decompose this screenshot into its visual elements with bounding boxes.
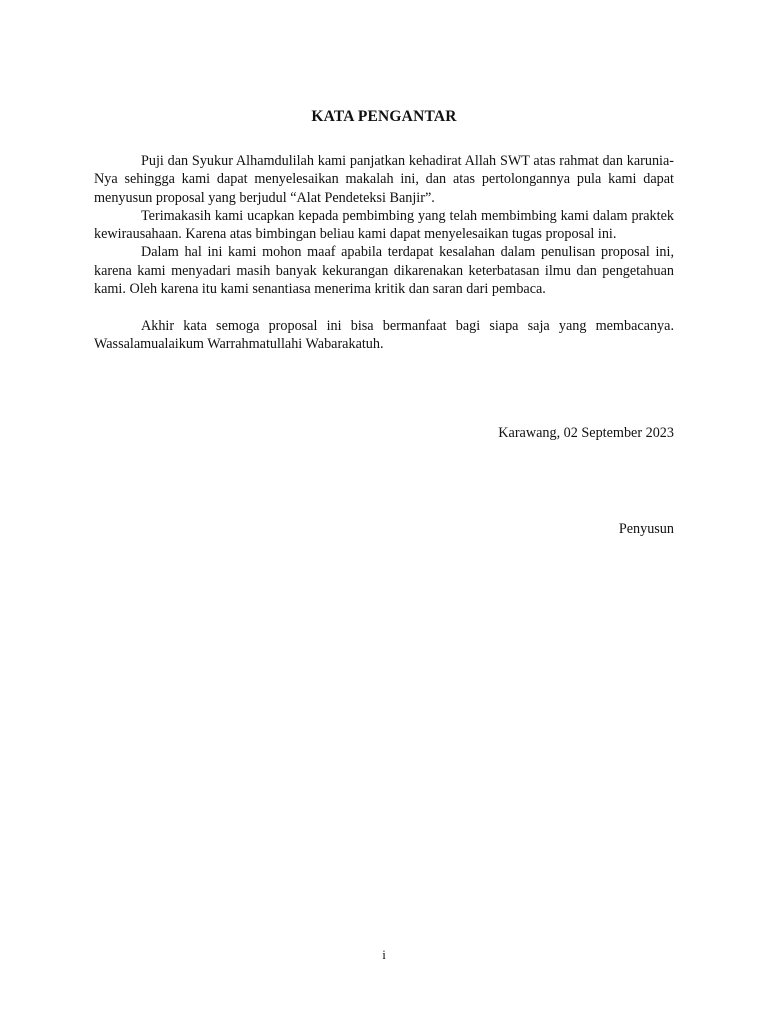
paragraph-closing: Akhir kata semoga proposal ini bisa bermanfaat bagi siapa saja yang membacanya. Wassalamualaikum Warrahmatullahi Wabarakatuh. — [94, 317, 674, 352]
signer-label: Penyusun — [618, 521, 674, 537]
page-title: KATA PENGANTAR — [311, 108, 457, 125]
paragraph-opening: Puji dan Syukur Alhamdulilah kami panjatkan kehadirat Allah SWT atas rahmat dan karunia-Nya sehingga kami dapat menyelesaikan makalah ini, dan atas pertolongannya pula kami dapat menyusun proposal yang berjudul “Alat Pendeteksi Banjir”. — [94, 153, 674, 206]
page-number: i — [382, 947, 386, 962]
document-body — [94, 152, 674, 353]
paragraph-apology: Dalam hal ini kami mohon maaf apabila terdapat kesalahan dalam penulisan proposal ini, karena kami menyadari masih banyak kekurangan dikarenakan keterbatasan ilmu dan pengetahuan kami. Oleh karena itu kami senantiasa menerima kritik dan saran dari pembaca. — [94, 244, 674, 298]
place-date: Karawang, 02 September 2023 — [498, 425, 674, 441]
paragraph-thanks: Terimakasih kami ucapkan kepada pembimbing yang telah membimbing kami dalam praktek kewirausahaan. Karena atas bimbingan beliau kami dapat menyelesaikan tugas proposal ini. — [94, 207, 674, 243]
